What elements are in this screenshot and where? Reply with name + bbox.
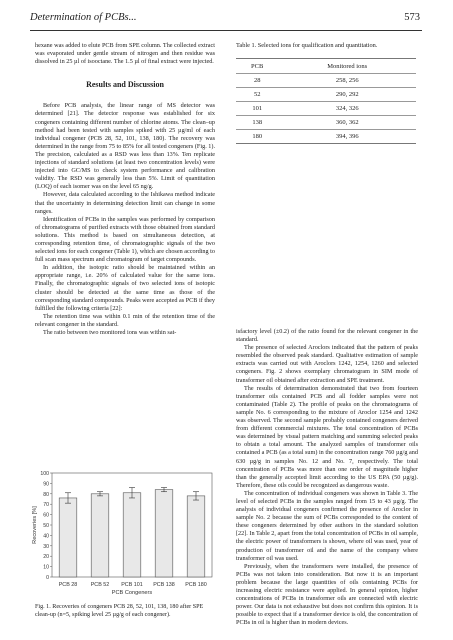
paragraph: Identification of PCBs in the samples was performed by comparison of chromatograms of purified extracts with those obtained from standard solutions. This method is based on simultaneous detection, at corresponding retention time, of chromatographic signals of the two selected ions for each congener (Table 1), which are chosen according to full scan mass spectrum and chromatogram of target compounds. [35, 215, 215, 264]
table-row [236, 102, 416, 116]
left-column [35, 42, 215, 337]
selected-ions-table [236, 58, 416, 144]
paragraph: The results of determination demonstrated that two from fourteen transformer oils contained PCB and all fodder samples were not contaminated (Table 2). The profile of peaks on the chromatograms of sample No. 6 corresponding to the mixture of Aroclor 1254 and 1242 was observed. The second sample probably contained congeners derived from different commercial mixtures. The total concentration of PCBs was determined by visual pattern matching and summing selected peaks to obtain a total amount. The analyzed samples of transformer oils contained a PCB (as a total sum) in the concentration range 760 µg/g and 630 µg/g in samples No. 12 and No. 7, respectively. The total concentration of PCBs was more than one order of magnitude higher than the generally accepted limit according to the US EPA (50 µg/g). Therefore, these oils could be recognized as dangerous waste. [236, 384, 418, 489]
x-tick-label: PCB 180 [185, 582, 207, 588]
y-tick-label: 40 [43, 533, 49, 540]
paragraph: Before PCB analysis, the linear range of MS detector was determined [21]. The detector response was established for six congeners containing different number of chlorine atoms. The clean–up method had been tested with samples spiked with 25 µg/ml of each individual congener (PCB 28, 52, 101, 138, 180). The recovery was determined in the range from 75 to 85% for all tested congeners (Fig. 1). The precision, calculated as a RSD was less than 13%. Ten replicate injections of standard solutions (at least two concentration levels) were injected into GC/MS to check system performance and calibration validity. The RSD was generally less than 5%. Limit of quantitation (LOQ) of each isomer was on the level 65 ng/g. [35, 102, 215, 191]
x-tick-label: PCB 28 [58, 582, 78, 588]
recoveries-chart [30, 468, 220, 616]
x-tick-label: PCB 138 [153, 582, 175, 588]
table-row [236, 74, 416, 88]
table-row [236, 116, 416, 130]
column-header: Monitored ions [278, 59, 416, 74]
y-tick-label: 50 [43, 523, 49, 529]
paragraph: The presence of selected Aroclors indicated that the pattern of peaks resembled the observed peak standard. Qualitative estimation of sample extracts was carried out with Aroclors 1242, 1254, 1260 and selected congeners. Fig. 2 shows exemplary chromatogram in SIM mode of transformer oil obtained after extraction and SPE treatment. [236, 344, 418, 384]
right-column [236, 328, 418, 627]
paragraph: The ratio between two monitored ions was within sat- [43, 329, 177, 336]
page-number: 573 [404, 12, 420, 23]
paragraph: isfactory level (±0.2) of the ratio found for the relevant congener in the standard. [236, 328, 418, 344]
table-row [236, 130, 416, 144]
table-cell: 290, 292 [278, 88, 416, 102]
table-cell: 101 [236, 102, 278, 116]
column-header: PCB [236, 59, 278, 74]
table-cell: 52 [236, 88, 278, 102]
table-cell: 360, 362 [278, 116, 416, 130]
header-rule [30, 30, 422, 31]
table-cell: 324, 326 [278, 102, 416, 116]
paragraph: The retention time was within 0.1 min of the retention time of the relevant congener in the standard. [35, 312, 215, 328]
paragraph: Previously, when the transformers were installed, the presence of PCBs was not taken into consideration. But now it is an important problem because the large quantities of oils containing PCBs for increasing electric resistance were applied. In general opinion, higher concentrations of PCBs in transformer oils are connected with electric power. Our data is not exhaustive but does not confirm this opinion. It is possible to expect that if a transformer device is old, the concentration of PCBs in oil is higher than in modern devices. [236, 562, 418, 627]
x-tick-label: PCB 101 [121, 582, 143, 588]
running-header [30, 10, 420, 30]
bar [155, 490, 173, 577]
paragraph: In addition, the isotopic ratio should be maintained within an appropriate range, i.e. 20% of calculated value for the same ions. Finally, the chromatographic signals of two selected ions of isotopic cluster should be detected at the same time as those of the corresponding standard compounds. Peaks were accepted as PCB if they fulfilled the following criteria [22]: [35, 264, 215, 312]
journal-title: Determination of PCBs... [30, 12, 137, 23]
y-tick-label: 80 [43, 491, 49, 498]
table-cell: 258, 256 [278, 74, 416, 88]
x-axis-label: PCB Congeners [111, 590, 153, 596]
figure-caption: Fig. 1. Recoveries of congeners PCB 28, 52, 101, 138, 180 after SPE clean-up (n=5, spiking level 25 µg/g of each congener). [35, 604, 204, 618]
table-cell: 394, 396 [278, 130, 416, 144]
y-tick-label: 60 [43, 512, 49, 519]
y-axis-label: Recoveries [%] [32, 506, 38, 544]
intro-paragraph: hexane was added to elute PCB from SPE column. The collected extract was evaporated under gentle stream of nitrogen and then residue was dissolved in 25 µl of isooctane. The 1.5 µl of final extract were injected. [35, 42, 215, 66]
y-tick-label: 20 [43, 554, 49, 561]
x-tick-label: PCB 52 [90, 582, 110, 588]
y-tick-label: 0 [46, 575, 49, 581]
table-cell: 28 [236, 74, 278, 88]
paragraph: However, data calculated according to the Ishikawa method indicate that the uncertainty in determining detection limit can change in some ranges. [35, 191, 215, 215]
table-header-row [236, 59, 416, 74]
y-tick-label: 30 [43, 543, 49, 550]
section-title: Results and Discussion [86, 80, 164, 90]
bar [59, 498, 77, 577]
paragraph: The concentration of individual congeners was shown in Table 3. The level of selected PCBs in the samples ranged from 15 to 43 µg/g. The analysis of individual congeners confirmed the presence of Aroclor in sample No. 2 because the sum of PCBs corresponded to the content of these congeners determined by other authors in the standard solution [22]. In Table 2, apart from the total concentration of PCBs in oil sample, the electric power of transformers is shown, where oil was used, year of production of transformer oil and the name of the company where transformer oil was used. [236, 489, 418, 562]
bar [187, 496, 205, 577]
y-tick-label: 10 [43, 564, 49, 571]
y-tick-label: 70 [43, 502, 49, 509]
table-row [236, 88, 416, 102]
table-caption: Table 1. Selected ions for qualification and quantitation. [236, 42, 378, 49]
y-tick-label: 90 [43, 481, 49, 488]
recoveries-bar-chart [30, 468, 220, 603]
bar [123, 493, 141, 577]
y-tick-label: 100 [40, 471, 49, 477]
bar [91, 494, 109, 577]
table-cell: 180 [236, 130, 278, 144]
table-cell: 138 [236, 116, 278, 130]
